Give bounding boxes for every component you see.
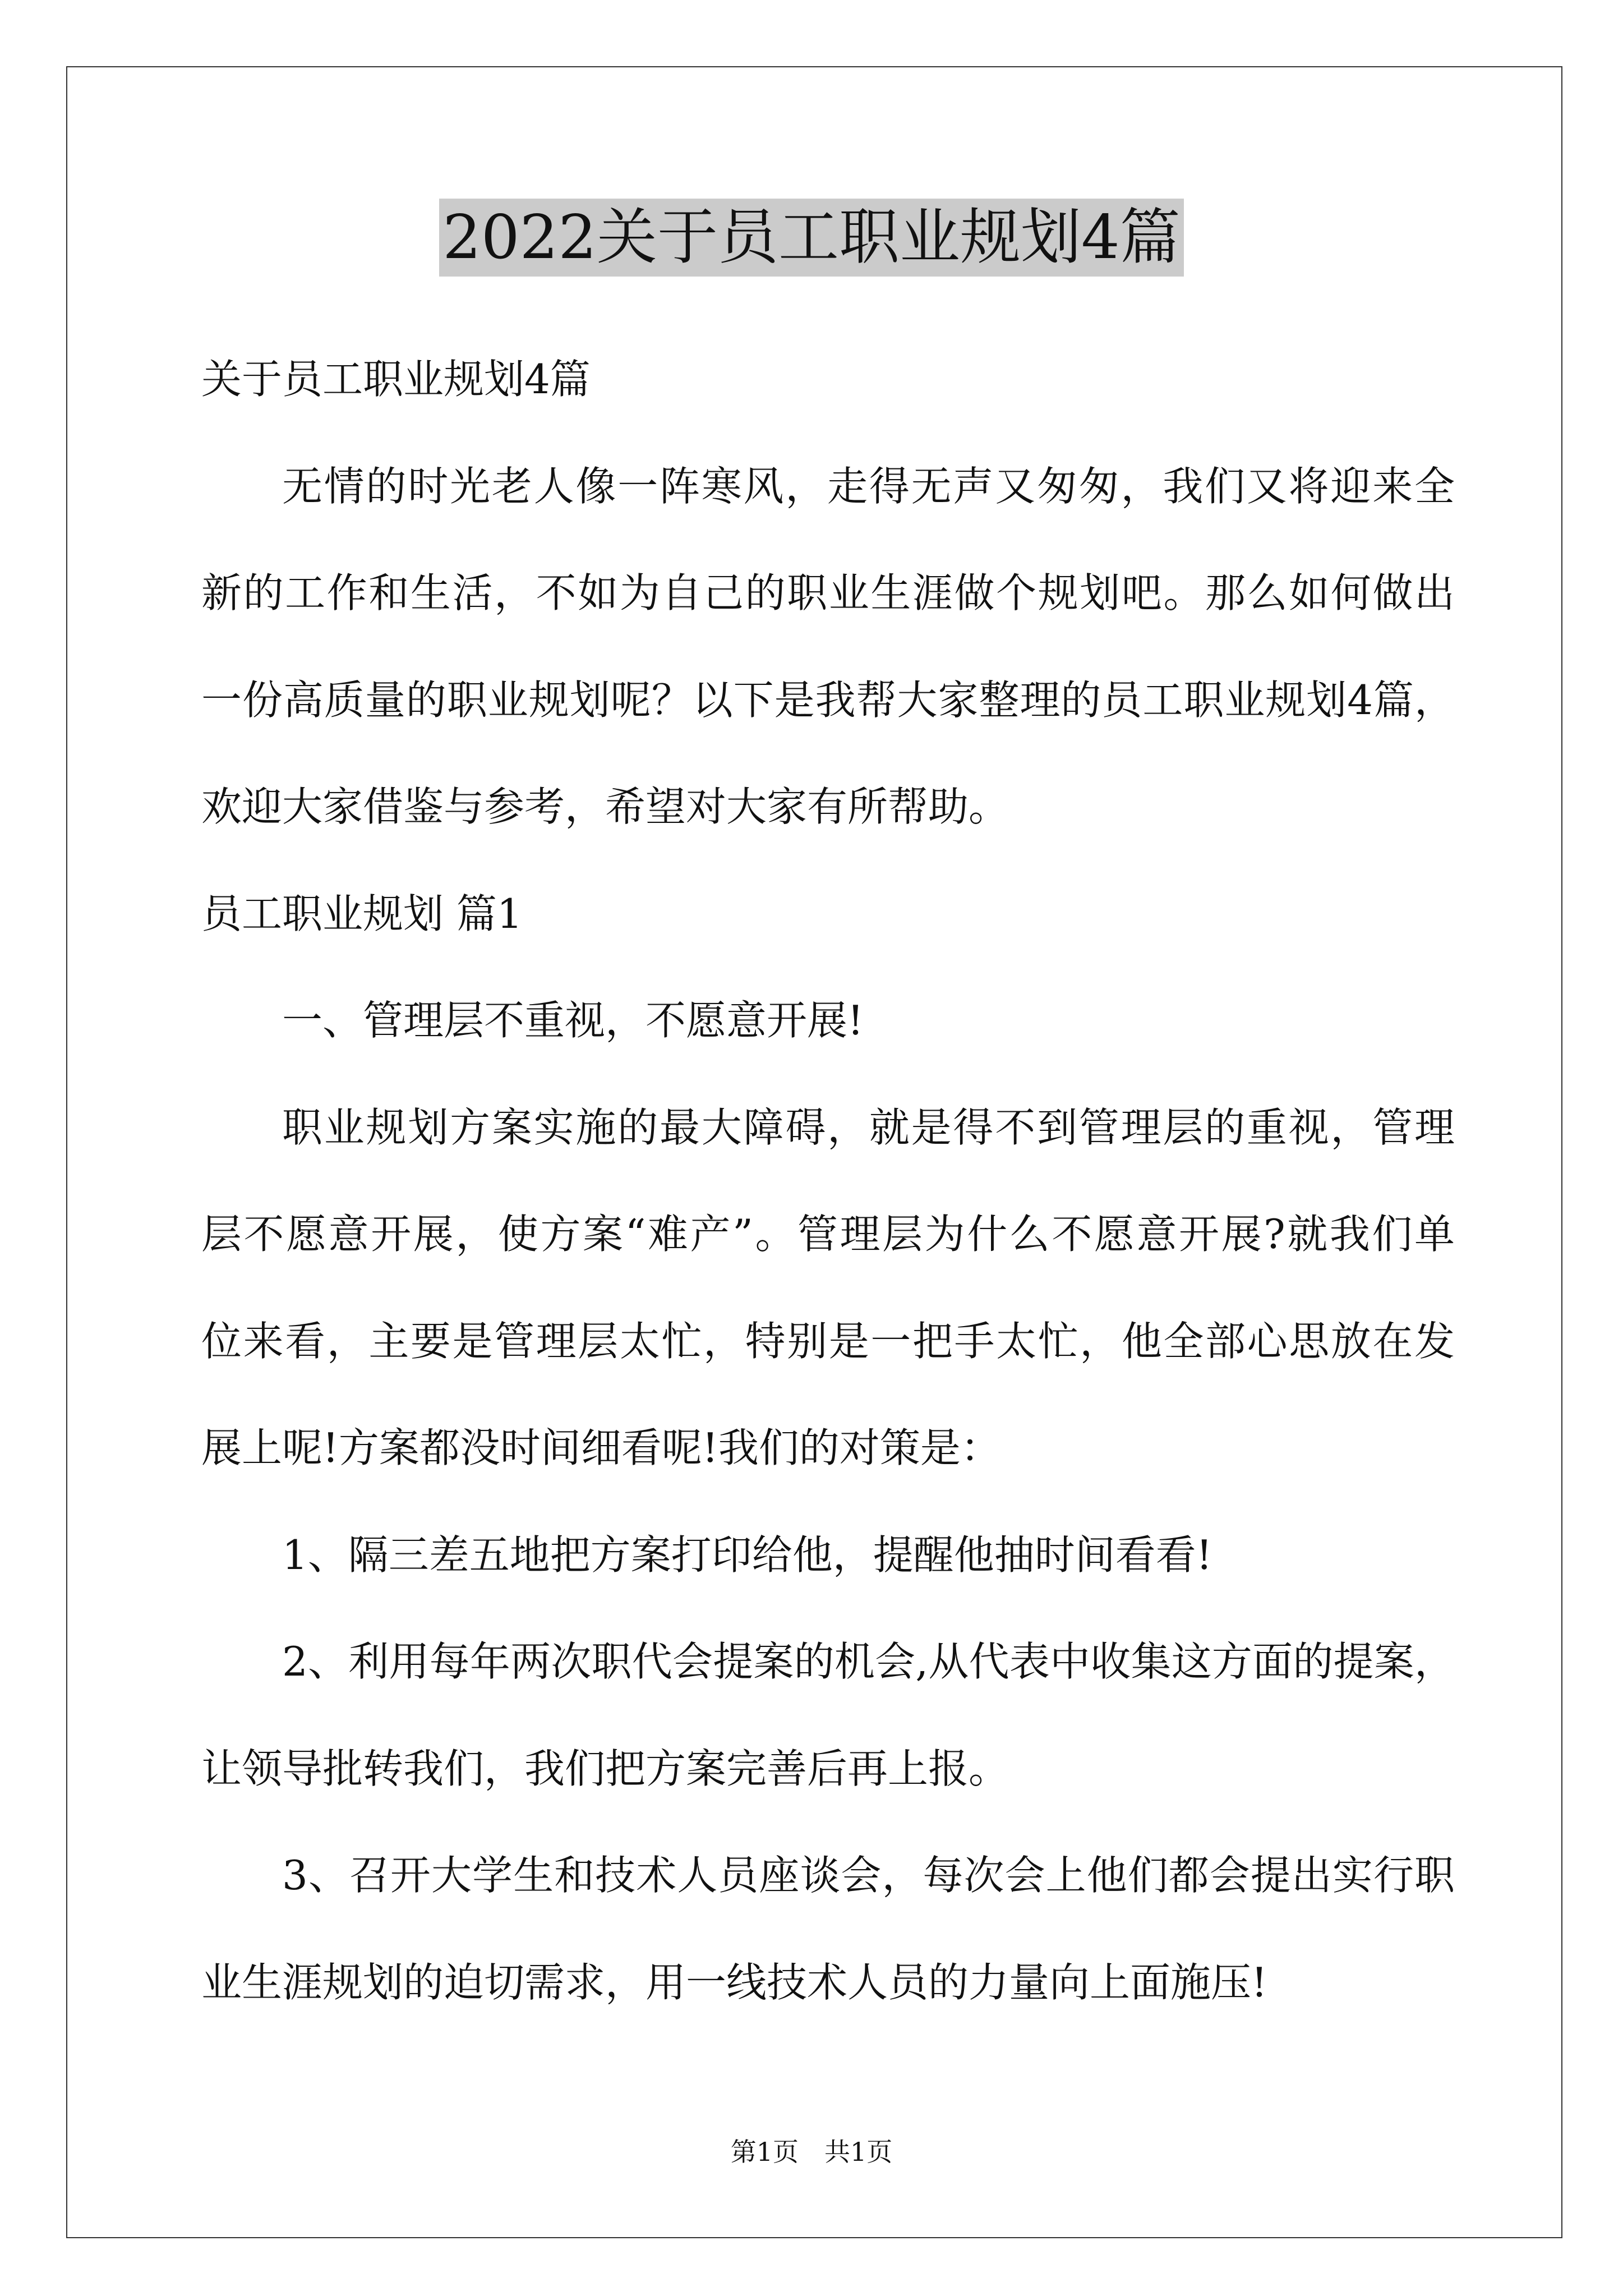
paragraph-line: 2、利用每年两次职代会提案的机会,从代表中收集这方面的提案， (282, 1638, 1455, 1685)
paragraph-line: 职业规划方案实施的最大障碍，就是得不到管理层的重视，管理 (282, 1103, 1455, 1151)
page-total: 共1页 (824, 2137, 893, 2167)
paragraph-point-heading (201, 967, 1455, 1074)
page-number: 第1页 (730, 2137, 799, 2167)
paragraph-line: 1、隔三差五地把方案打印给他，提醒他抽时间看看! (282, 1531, 1212, 1579)
paragraph-intro (201, 433, 1455, 861)
paragraph-measure-2 (201, 1608, 1455, 1822)
title-area (0, 199, 1623, 277)
paragraph-subtitle (201, 326, 1455, 433)
paragraph-line: 关于员工职业规划4篇 (201, 356, 591, 403)
paragraph-line: 让领导批转我们，我们把方案完善后再上报。 (201, 1745, 1009, 1792)
paragraph-line: 欢迎大家借鉴与参考，希望对大家有所帮助。 (201, 783, 1009, 830)
paragraph-measure-3 (201, 1822, 1455, 2036)
paragraph-line: 位来看，主要是管理层太忙，特别是一把手太忙，他全部心思放在发 (201, 1317, 1455, 1365)
paragraph-line: 一、管理层不重视，不愿意开展! (282, 997, 864, 1044)
paragraph-line: 业生涯规划的迫切需求，用一线技术人员的力量向上面施压! (201, 1958, 1267, 2006)
paragraph-line: 3、召开大学生和技术人员座谈会，每次会上他们都会提出实行职 (282, 1852, 1455, 1899)
paragraph-line: 员工职业规划 篇1 (201, 890, 523, 937)
paragraph-line: 新的工作和生活，不如为自己的职业生涯做个规划吧。那么如何做出 (201, 569, 1455, 616)
paragraph-obstacle (201, 1074, 1455, 1502)
page-footer (0, 2135, 1623, 2169)
paragraph-line: 层不愿意开展，使方案“难产”。管理层为什么不愿意开展?就我们单 (201, 1211, 1455, 1258)
paragraph-line: 无情的时光老人像一阵寒风，走得无声又匆匆，我们又将迎来全 (282, 462, 1455, 510)
paragraph-line: 展上呢!方案都没时间细看呢!我们的对策是： (201, 1424, 1001, 1471)
section-heading (201, 861, 1455, 968)
document-body (201, 326, 1455, 2036)
paragraph-line: 一份高质量的职业规划呢？以下是我帮大家整理的员工职业规划4篇， (201, 676, 1455, 724)
paragraph-measure-1 (201, 1502, 1455, 1609)
document-title: 2022关于员工职业规划4篇 (439, 199, 1184, 277)
